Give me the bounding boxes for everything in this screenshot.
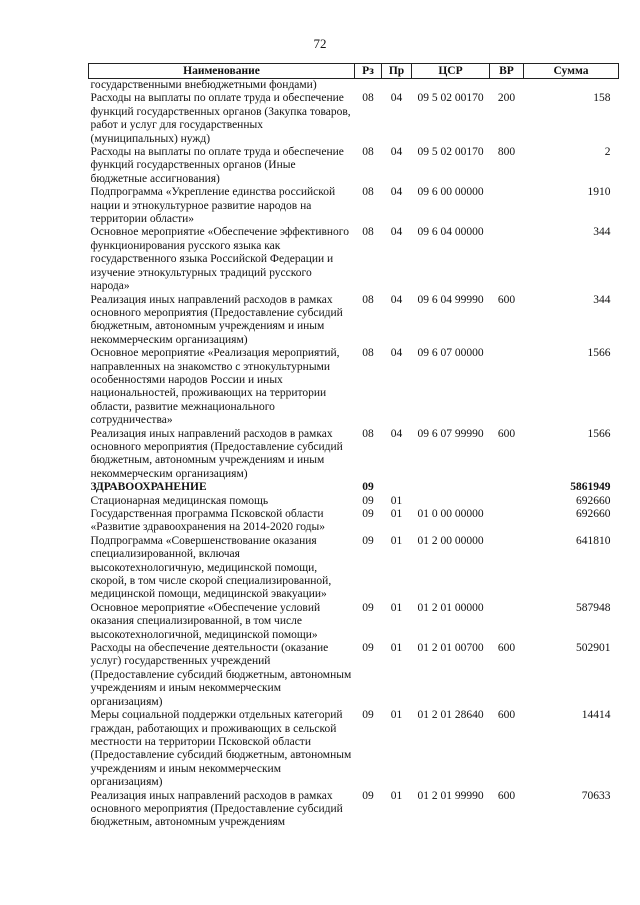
cell-pr: 04: [390, 92, 403, 105]
header-pr: Пр: [382, 64, 412, 79]
cell-rz: [355, 79, 382, 93]
cell-vr: [490, 495, 524, 508]
cell-pr: [382, 79, 412, 93]
cell-rz: 08: [362, 226, 374, 239]
cell-pr: 01: [390, 789, 403, 802]
cell-name: Расходы на выплаты по оплате труда и обеспечение функций государственных органов (Закупка товаров, работ и услуг для государственных (муниципальных) нужд): [90, 92, 351, 145]
cell-sum: 344: [593, 226, 611, 239]
cell-vr: 600: [497, 709, 516, 722]
cell-vr: 800: [497, 146, 516, 159]
table-row: [89, 481, 619, 494]
cell-rz: 09: [362, 508, 374, 520]
cell-pr: 04: [390, 146, 403, 159]
table-row: [89, 79, 619, 93]
table-header-row: [89, 64, 619, 79]
cell-vr: 600: [497, 427, 516, 440]
cell-sum: 692660: [576, 494, 611, 507]
cell-csr: 09 6 07 00000: [417, 347, 484, 360]
cell-name: Реализация иных направлений расходов в рамках основного мероприятия (Предоставление субсидий бюджетным, автономным учреждениям: [90, 789, 343, 829]
budget-table-container: [88, 63, 618, 830]
page-number: 72: [313, 36, 327, 51]
cell-sum: 1566: [587, 347, 611, 360]
table-row: [89, 146, 619, 186]
table-row: [89, 642, 619, 709]
cell-rz: 09: [362, 534, 374, 547]
cell-sum: 1910: [587, 186, 611, 199]
cell-pr: 01: [390, 709, 403, 722]
cell-rz: 08: [362, 347, 374, 360]
cell-name: Основное мероприятие «Реализация мероприятий, направленных на знакомство с этнокультурными особенностями народов России и иных национальностей, проживающих на территории области, развитие межнационального сотрудничества»: [90, 347, 340, 427]
cell-vr: [490, 602, 524, 642]
cell-csr: [412, 481, 490, 494]
cell-csr: [412, 79, 490, 93]
cell-csr: 01 0 00 00000: [417, 508, 484, 520]
cell-name: Подпрограмма «Укрепление единства российской нации и этнокультурное развитие народов на территории области»: [90, 186, 336, 226]
cell-name: Подпрограмма «Совершенствование оказания специализированной, включая высокотехнологичную, медицинской помощи, скорой, в том числе скорой специализированной, медицинской помощи, медицинской эвакуации»: [90, 534, 332, 601]
cell-csr: 09 6 00 00000: [417, 186, 484, 199]
cell-csr: 09 5 02 00170: [417, 146, 484, 159]
cell-vr: [490, 347, 524, 427]
cell-name: Основное мероприятие «Обеспечение условий оказания специализированной, в том числе высокотехнологичной, медицинской помощи»: [90, 601, 321, 641]
header-vr: ВР: [490, 64, 524, 79]
cell-pr: 04: [390, 293, 403, 306]
header-sum: Сумма: [524, 64, 619, 79]
cell-name: Стационарная медицинская помощь: [90, 494, 269, 507]
cell-sum: 158: [593, 92, 611, 105]
cell-pr: 01: [390, 601, 403, 614]
cell-rz: 08: [362, 146, 374, 159]
cell-rz: 08: [362, 92, 374, 105]
cell-sum: 70633: [581, 789, 611, 802]
table-row: [89, 186, 619, 226]
cell-csr: 01 2 01 99990: [417, 789, 484, 802]
cell-rz: 08: [362, 293, 374, 306]
header-csr: ЦСР: [412, 64, 490, 79]
cell-sum: 2: [604, 146, 611, 159]
cell-name: Реализация иных направлений расходов в рамках основного мероприятия (Предоставление субсидий бюджетным, автономным учреждениям и иным некоммерческим организациям): [90, 293, 343, 346]
cell-sum: [524, 79, 619, 93]
cell-vr: [490, 226, 524, 293]
cell-csr: 09 6 04 00000: [417, 226, 484, 239]
cell-rz: 08: [362, 186, 374, 199]
cell-sum: 14414: [581, 709, 611, 722]
header-rz: Рз: [355, 64, 382, 79]
cell-sum: 502901: [576, 642, 611, 655]
table-row: [89, 602, 619, 642]
cell-pr: 01: [390, 534, 403, 547]
cell-vr: 600: [497, 789, 516, 802]
cell-vr: 200: [497, 92, 516, 105]
table-row: [89, 428, 619, 482]
cell-rz: 09: [362, 642, 374, 655]
cell-csr: 01 2 00 00000: [417, 534, 484, 547]
cell-pr: 04: [390, 347, 403, 360]
cell-pr: 01: [390, 642, 403, 655]
cell-rz: 09: [362, 789, 374, 802]
cell-vr: [490, 508, 524, 535]
cell-sum: 344: [593, 293, 611, 306]
cell-name: Государственная программа Псковской области «Развитие здравоохранения на 2014-2020 годы»: [90, 508, 325, 534]
cell-name: Основное мероприятие «Обеспечение эффективного функционирования русского языка как государственного языка Российской Федерации и изучение этнокультурных традиций русского народа»: [90, 226, 349, 293]
cell-csr: 09 6 04 99990: [417, 293, 484, 306]
table-row: [89, 709, 619, 789]
table-row: [89, 790, 619, 830]
cell-vr: [490, 535, 524, 602]
table-row: [89, 294, 619, 348]
cell-rz: 09: [362, 709, 374, 722]
cell-vr: [490, 481, 524, 494]
cell-sum: 587948: [576, 601, 611, 614]
cell-rz: 09: [362, 481, 374, 494]
table-body: [89, 79, 619, 830]
cell-vr: [490, 186, 524, 226]
cell-sum: 5861949: [570, 481, 611, 494]
cell-pr: 04: [390, 186, 403, 199]
cell-name: ЗДРАВООХРАНЕНИЕ: [90, 481, 207, 494]
cell-sum: 692660: [576, 508, 611, 520]
table-row: [89, 226, 619, 293]
table-row: [89, 92, 619, 146]
cell-name: государственными внебюджетными фондами): [90, 79, 317, 91]
cell-name: Расходы на выплаты по оплате труда и обеспечение функций государственных органов (Иные бюджетные ассигнования): [90, 146, 344, 185]
budget-table: [88, 63, 619, 830]
cell-name: Расходы на обеспечение деятельности (оказание услуг) государственных учреждений (Предоставление субсидий бюджетным, автономным учреждениям и иным некоммерческим организациям): [90, 642, 352, 708]
table-row: [89, 495, 619, 508]
cell-pr: 04: [390, 427, 403, 440]
cell-sum: 641810: [576, 534, 611, 547]
cell-csr: 01 2 01 28640: [417, 709, 484, 722]
cell-pr: [382, 481, 412, 494]
cell-rz: 09: [362, 494, 374, 507]
cell-csr: 01 2 01 00700: [417, 642, 484, 655]
table-row: [89, 347, 619, 427]
cell-pr: 01: [390, 494, 403, 507]
header-name: Наименование: [89, 64, 355, 79]
cell-pr: 01: [390, 508, 403, 520]
table-row: [89, 535, 619, 602]
cell-name: Реализация иных направлений расходов в рамках основного мероприятия (Предоставление субсидий бюджетным, автономным учреждениям и иным некоммерческим организациям): [90, 427, 343, 480]
cell-name: Меры социальной поддержки отдельных категорий граждан, работающих и проживающих в сельской местности на территории Псковской области (Предоставление субсидий бюджетным, автономным учреждениям и иным некоммерческим организациям): [90, 709, 352, 789]
cell-csr: 09 5 02 00170: [417, 92, 484, 105]
cell-rz: 09: [362, 601, 374, 614]
cell-sum: 1566: [587, 427, 611, 440]
table-row: [89, 508, 619, 535]
cell-vr: 600: [497, 293, 516, 306]
cell-csr: 09 6 07 99990: [417, 427, 484, 440]
cell-rz: 08: [362, 427, 374, 440]
cell-csr: 01 2 01 00000: [417, 601, 484, 614]
cell-vr: [490, 79, 524, 93]
cell-csr: [412, 495, 490, 508]
cell-vr: 600: [497, 642, 516, 655]
cell-pr: 04: [390, 226, 403, 239]
